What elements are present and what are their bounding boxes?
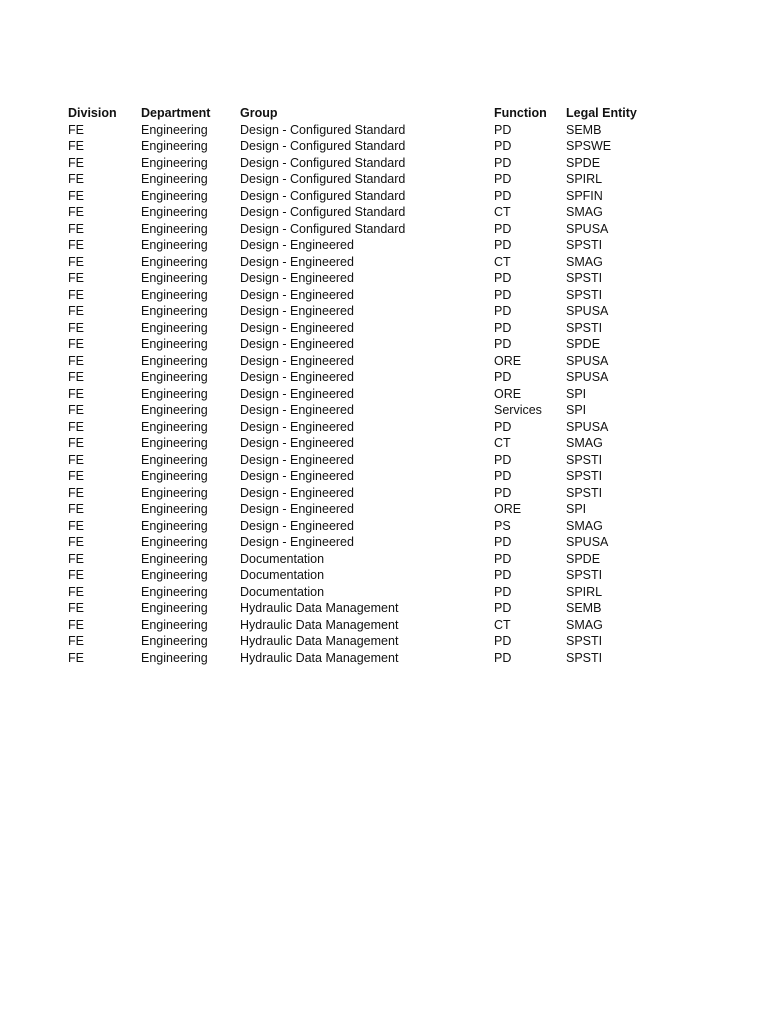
cell-division: FE [68, 485, 84, 500]
cell-group: Design - Engineered [240, 320, 354, 335]
cell-group: Design - Engineered [240, 271, 354, 285]
cell-legal-entity: SPSTI [566, 320, 603, 335]
cell-legal-entity: SPI [566, 502, 587, 516]
cell-group: Design - Engineered [240, 370, 354, 384]
cell-function: CT [494, 617, 511, 632]
table-row [68, 221, 708, 238]
cell-function: PD [494, 155, 512, 170]
cell-function: PD [494, 601, 512, 615]
cell-department: Engineering [141, 337, 208, 351]
cell-department: Engineering [141, 122, 208, 137]
cell-division: FE [68, 172, 84, 186]
cell-division: FE [68, 634, 84, 648]
cell-division: FE [68, 518, 84, 533]
cell-function: PD [494, 122, 512, 137]
cell-department: Engineering [141, 139, 208, 153]
cell-division: FE [68, 650, 84, 665]
table-row [68, 320, 708, 337]
cell-function: PD [494, 634, 512, 648]
cell-function: ORE [494, 386, 522, 401]
cell-group: Design - Configured Standard [240, 155, 406, 170]
cell-group: Documentation [240, 551, 325, 566]
cell-division: FE [68, 386, 84, 401]
cell-legal-entity: SMAG [566, 254, 603, 269]
table-row [68, 633, 708, 650]
cell-department: Engineering [141, 254, 208, 269]
header-department: Department [141, 106, 211, 120]
cell-department: Engineering [141, 502, 208, 516]
cell-function: ORE [494, 502, 522, 516]
table-row [68, 270, 708, 287]
cell-department: Engineering [141, 188, 208, 203]
cell-function: PD [494, 469, 512, 483]
cell-legal-entity: SPSTI [566, 287, 603, 302]
cell-function: ORE [494, 353, 522, 368]
table-row [68, 518, 708, 535]
cell-function: PD [494, 172, 512, 186]
cell-division: FE [68, 469, 84, 483]
cell-function: Services [494, 403, 542, 417]
cell-legal-entity: SPSTI [566, 271, 603, 285]
cell-legal-entity: SPSTI [566, 452, 603, 467]
cell-department: Engineering [141, 485, 208, 500]
cell-legal-entity: SMAG [566, 617, 603, 632]
cell-department: Engineering [141, 155, 208, 170]
cell-group: Design - Engineered [240, 353, 354, 368]
cell-legal-entity: SPSTI [566, 469, 603, 483]
header-group: Group [240, 106, 278, 120]
cell-legal-entity: SPI [566, 403, 587, 417]
cell-legal-entity: SPUSA [566, 353, 609, 368]
table-row [68, 435, 708, 452]
cell-division: FE [68, 353, 84, 368]
cell-function: PD [494, 238, 512, 252]
table-row [68, 567, 708, 584]
cell-legal-entity: SPIRL [566, 172, 603, 186]
cell-department: Engineering [141, 353, 208, 368]
table-row [68, 501, 708, 518]
table-row [68, 171, 708, 188]
header-function: Function [494, 106, 547, 120]
cell-department: Engineering [141, 386, 208, 401]
table-row [68, 204, 708, 221]
cell-function: PD [494, 304, 512, 318]
cell-legal-entity: SMAG [566, 436, 603, 450]
cell-department: Engineering [141, 535, 208, 549]
cell-legal-entity: SPIRL [566, 584, 603, 599]
cell-group: Design - Engineered [240, 287, 354, 302]
cell-group: Hydraulic Data Management [240, 617, 399, 632]
cell-department: Engineering [141, 634, 208, 648]
table-row [68, 303, 708, 320]
cell-group: Documentation [240, 584, 325, 599]
cell-division: FE [68, 254, 84, 269]
cell-department: Engineering [141, 304, 208, 318]
cell-department: Engineering [141, 518, 208, 533]
cell-division: FE [68, 205, 84, 219]
cell-group: Design - Configured Standard [240, 221, 406, 236]
table-row [68, 138, 708, 155]
header-row [68, 105, 708, 122]
cell-legal-entity: SPUSA [566, 419, 609, 434]
table-row [68, 600, 708, 617]
table-body [68, 122, 708, 667]
cell-legal-entity: SPUSA [566, 535, 609, 549]
table-row [68, 468, 708, 485]
table-row [68, 650, 708, 667]
cell-department: Engineering [141, 650, 208, 665]
cell-function: PD [494, 337, 512, 351]
cell-legal-entity: SPSTI [566, 650, 603, 665]
table-row [68, 122, 708, 139]
cell-department: Engineering [141, 469, 208, 483]
cell-group: Design - Engineered [240, 337, 354, 351]
cell-division: FE [68, 287, 84, 302]
cell-legal-entity: SPUSA [566, 304, 609, 318]
cell-division: FE [68, 304, 84, 318]
cell-function: CT [494, 205, 511, 219]
cell-division: FE [68, 221, 84, 236]
cell-group: Hydraulic Data Management [240, 634, 399, 648]
table-row [68, 155, 708, 172]
table-header [68, 105, 708, 122]
cell-group: Design - Engineered [240, 403, 354, 417]
cell-department: Engineering [141, 172, 208, 186]
cell-department: Engineering [141, 271, 208, 285]
table-row [68, 584, 708, 601]
table-row [68, 617, 708, 634]
cell-department: Engineering [141, 584, 208, 599]
cell-legal-entity: SPSTI [566, 634, 603, 648]
cell-function: PD [494, 188, 512, 203]
cell-group: Design - Configured Standard [240, 205, 406, 219]
cell-department: Engineering [141, 320, 208, 335]
cell-division: FE [68, 419, 84, 434]
table-row [68, 287, 708, 304]
cell-function: PD [494, 271, 512, 285]
cell-legal-entity: SPDE [566, 155, 601, 170]
cell-division: FE [68, 551, 84, 566]
cell-function: PD [494, 370, 512, 384]
cell-legal-entity: SPUSA [566, 221, 609, 236]
cell-division: FE [68, 452, 84, 467]
cell-function: PS [494, 518, 511, 533]
cell-division: FE [68, 502, 84, 516]
cell-legal-entity: SPSTI [566, 568, 603, 582]
cell-legal-entity: SPDE [566, 551, 601, 566]
cell-function: PD [494, 584, 512, 599]
table-row [68, 237, 708, 254]
cell-group: Design - Configured Standard [240, 172, 406, 186]
table-row [68, 551, 708, 568]
cell-department: Engineering [141, 287, 208, 302]
cell-division: FE [68, 122, 84, 137]
table-row [68, 419, 708, 436]
cell-division: FE [68, 436, 84, 450]
cell-function: CT [494, 254, 511, 269]
spreadsheet-page [68, 105, 748, 666]
cell-legal-entity: SPDE [566, 337, 601, 351]
cell-group: Design - Engineered [240, 535, 354, 549]
cell-group: Design - Engineered [240, 436, 354, 450]
cell-group: Design - Engineered [240, 254, 354, 269]
header-legal-entity: Legal Entity [566, 106, 637, 120]
table-row [68, 386, 708, 403]
cell-division: FE [68, 337, 84, 351]
table-row [68, 254, 708, 271]
cell-function: PD [494, 535, 512, 549]
cell-department: Engineering [141, 403, 208, 417]
cell-legal-entity: SEMB [566, 601, 602, 615]
cell-legal-entity: SPSWE [566, 139, 612, 153]
cell-function: PD [494, 419, 512, 434]
cell-division: FE [68, 403, 84, 417]
cell-legal-entity: SPSTI [566, 238, 603, 252]
cell-department: Engineering [141, 221, 208, 236]
cell-group: Design - Engineered [240, 419, 354, 434]
table-row [68, 188, 708, 205]
cell-legal-entity: SMAG [566, 205, 603, 219]
table-row [68, 452, 708, 469]
cell-group: Design - Engineered [240, 518, 354, 533]
cell-group: Design - Engineered [240, 452, 354, 467]
cell-department: Engineering [141, 436, 208, 450]
table-row [68, 353, 708, 370]
cell-function: PD [494, 568, 512, 582]
cell-legal-entity: SEMB [566, 122, 602, 137]
cell-function: CT [494, 436, 511, 450]
cell-legal-entity: SPI [566, 386, 587, 401]
cell-group: Design - Configured Standard [240, 188, 406, 203]
data-table [68, 105, 708, 666]
cell-function: PD [494, 551, 512, 566]
cell-group: Design - Engineered [240, 386, 354, 401]
cell-group: Design - Engineered [240, 238, 354, 252]
cell-function: PD [494, 221, 512, 236]
cell-department: Engineering [141, 617, 208, 632]
cell-group: Design - Configured Standard [240, 122, 406, 137]
cell-division: FE [68, 155, 84, 170]
cell-division: FE [68, 320, 84, 335]
cell-legal-entity: SPSTI [566, 485, 603, 500]
cell-division: FE [68, 584, 84, 599]
cell-function: PD [494, 485, 512, 500]
cell-department: Engineering [141, 551, 208, 566]
cell-group: Design - Engineered [240, 469, 354, 483]
cell-division: FE [68, 535, 84, 549]
cell-group: Hydraulic Data Management [240, 601, 399, 615]
cell-division: FE [68, 617, 84, 632]
cell-function: PD [494, 287, 512, 302]
cell-legal-entity: SPUSA [566, 370, 609, 384]
cell-division: FE [68, 238, 84, 252]
cell-division: FE [68, 601, 84, 615]
cell-department: Engineering [141, 568, 208, 582]
table-row [68, 402, 708, 419]
cell-group: Hydraulic Data Management [240, 650, 399, 665]
table-row [68, 336, 708, 353]
cell-department: Engineering [141, 419, 208, 434]
cell-legal-entity: SPFIN [566, 188, 603, 203]
cell-function: PD [494, 452, 512, 467]
cell-function: PD [494, 320, 512, 335]
cell-department: Engineering [141, 452, 208, 467]
cell-group: Design - Engineered [240, 485, 354, 500]
cell-division: FE [68, 139, 84, 153]
cell-group: Design - Engineered [240, 304, 354, 318]
cell-department: Engineering [141, 370, 208, 384]
table-row [68, 534, 708, 551]
header-division: Division [68, 106, 117, 120]
cell-department: Engineering [141, 238, 208, 252]
cell-group: Design - Engineered [240, 502, 354, 516]
cell-function: PD [494, 650, 512, 665]
table-row [68, 485, 708, 502]
cell-legal-entity: SMAG [566, 518, 603, 533]
cell-department: Engineering [141, 205, 208, 219]
cell-division: FE [68, 568, 84, 582]
cell-function: PD [494, 139, 512, 153]
cell-group: Design - Configured Standard [240, 139, 406, 153]
table-row [68, 369, 708, 386]
cell-division: FE [68, 188, 84, 203]
cell-department: Engineering [141, 601, 208, 615]
cell-division: FE [68, 271, 84, 285]
cell-division: FE [68, 370, 84, 384]
cell-group: Documentation [240, 568, 325, 582]
